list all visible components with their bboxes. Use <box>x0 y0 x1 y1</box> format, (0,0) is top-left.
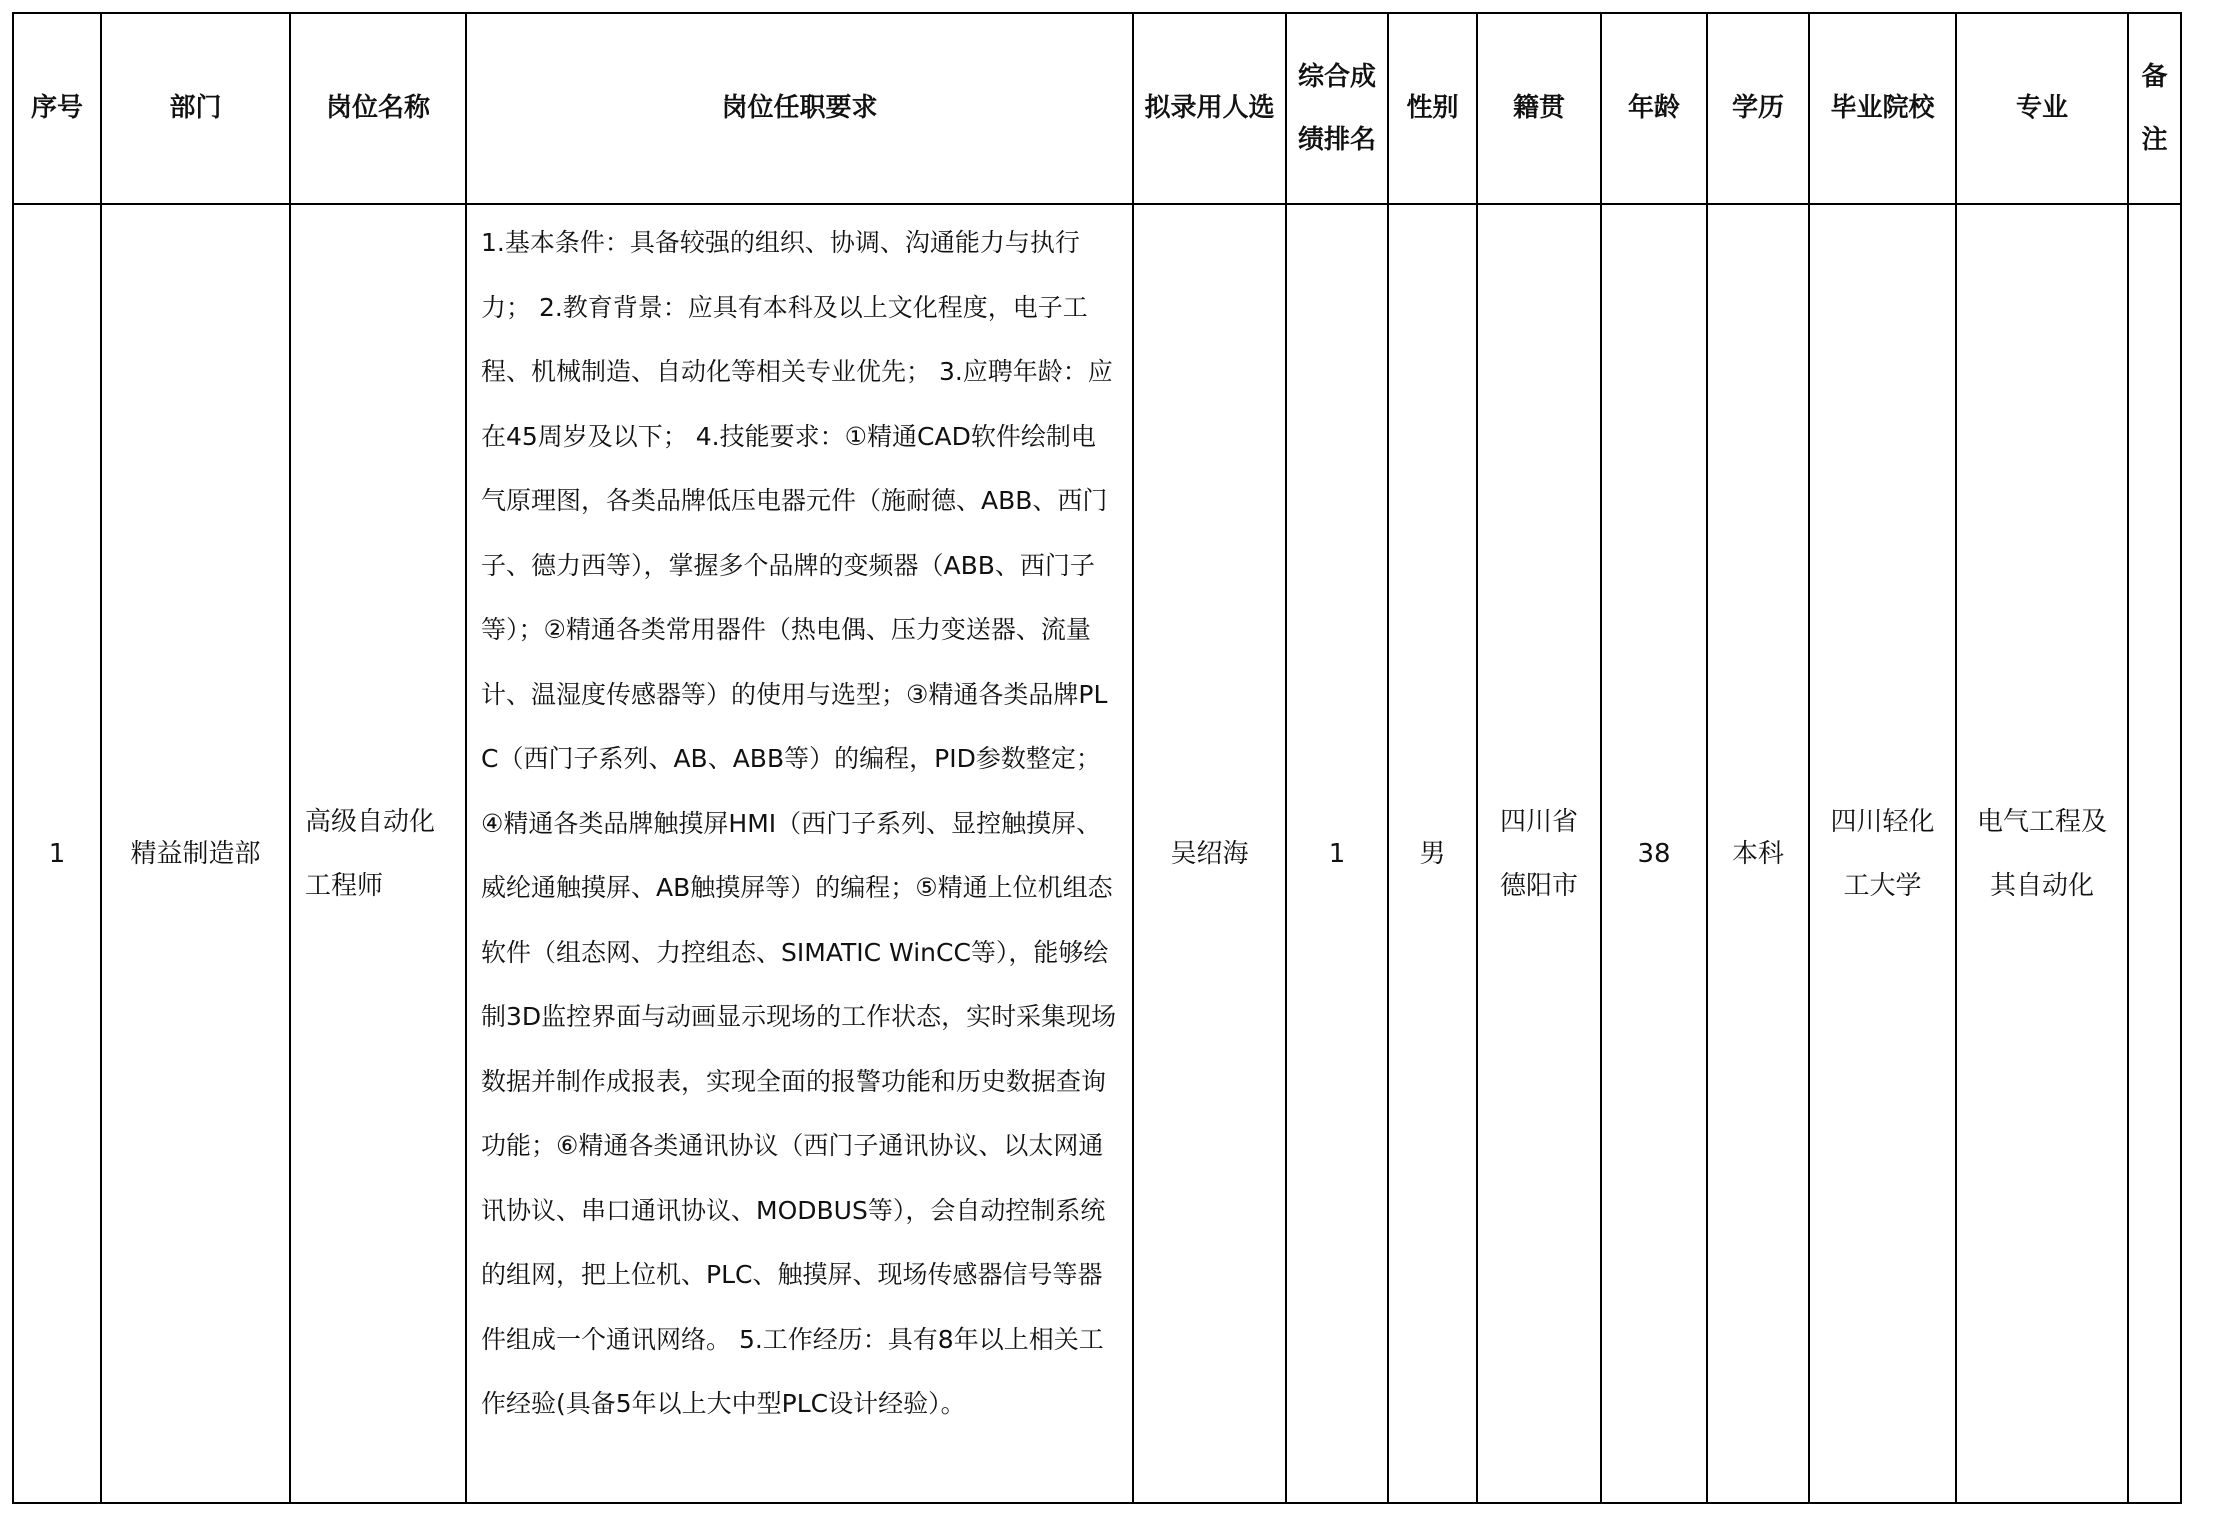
header-gender: 性别 <box>1388 13 1477 204</box>
table-row <box>13 204 2181 1503</box>
cell-department: 精益制造部 <box>101 204 290 1503</box>
cell-education: 本科 <box>1707 204 1809 1503</box>
cell-rank: 1 <box>1286 204 1388 1503</box>
cell-requirements: 1.基本条件：具备较强的组织、协调、沟通能力与执行力； 2.教育背景：应具有本科及以上文化程度，电子工程、机械制造、自动化等相关专业优先； 3.应聘年龄：应在45周岁及以下； 4.技能要求：①精通CAD软件绘制电气原理图，各类品牌低压电器元件（施耐德、ABB、西门子、德力西等），掌握多个品牌的变频器（ABB、西门子等）；②精通各类常用器件（热电偶、压力变送器、流量计、温湿度传感器等）的使用与选型；③精通各类品牌PLC（西门子系列、AB、ABB等）的编程，PID参数整定；④精通各类品牌触摸屏HMI（西门子系列、显控触摸屏、威纶通触摸屏、AB触摸屏等）的编程；⑤精通上位机组态软件（组态网、力控组态、SIMATIC WinCC等），能够绘制3D监控界面与动画显示现场的工作状态，实时采集现场数据并制作成报表，实现全面的报警功能和历史数据查询功能；⑥精通各类通讯协议（西门子通讯协议、以太网通讯协议、串口通讯协议、MODBUS等），会自动控制系统的组网，把上位机、PLC、触摸屏、现场传感器信号等器件组成一个通讯网络。 5.工作经历：具有8年以上相关工作经验(具备5年以上大中型PLC设计经验）。 <box>466 204 1133 1503</box>
header-department: 部门 <box>101 13 290 204</box>
header-major: 专业 <box>1956 13 2128 204</box>
cell-position: 高级自动化工程师 <box>290 204 466 1503</box>
cell-major: 电气工程及其自动化 <box>1956 204 2128 1503</box>
cell-hometown: 四川省德阳市 <box>1477 204 1601 1503</box>
document-sheet <box>12 12 2180 1502</box>
header-hometown: 籍贯 <box>1477 13 1601 204</box>
header-age: 年龄 <box>1601 13 1707 204</box>
header-remark: 备注 <box>2128 13 2181 204</box>
recruitment-table <box>12 12 2182 1504</box>
header-index: 序号 <box>13 13 101 204</box>
header-position: 岗位名称 <box>290 13 466 204</box>
cell-remark <box>2128 204 2181 1503</box>
cell-gender: 男 <box>1388 204 1477 1503</box>
cell-candidate: 吴绍海 <box>1133 204 1286 1503</box>
header-candidate: 拟录用人选 <box>1133 13 1286 204</box>
header-education: 学历 <box>1707 13 1809 204</box>
cell-index: 1 <box>13 204 101 1503</box>
header-requirements: 岗位任职要求 <box>466 13 1133 204</box>
header-row <box>13 13 2181 204</box>
cell-school: 四川轻化工大学 <box>1809 204 1956 1503</box>
header-school: 毕业院校 <box>1809 13 1956 204</box>
header-rank: 综合成绩排名 <box>1286 13 1388 204</box>
cell-age: 38 <box>1601 204 1707 1503</box>
